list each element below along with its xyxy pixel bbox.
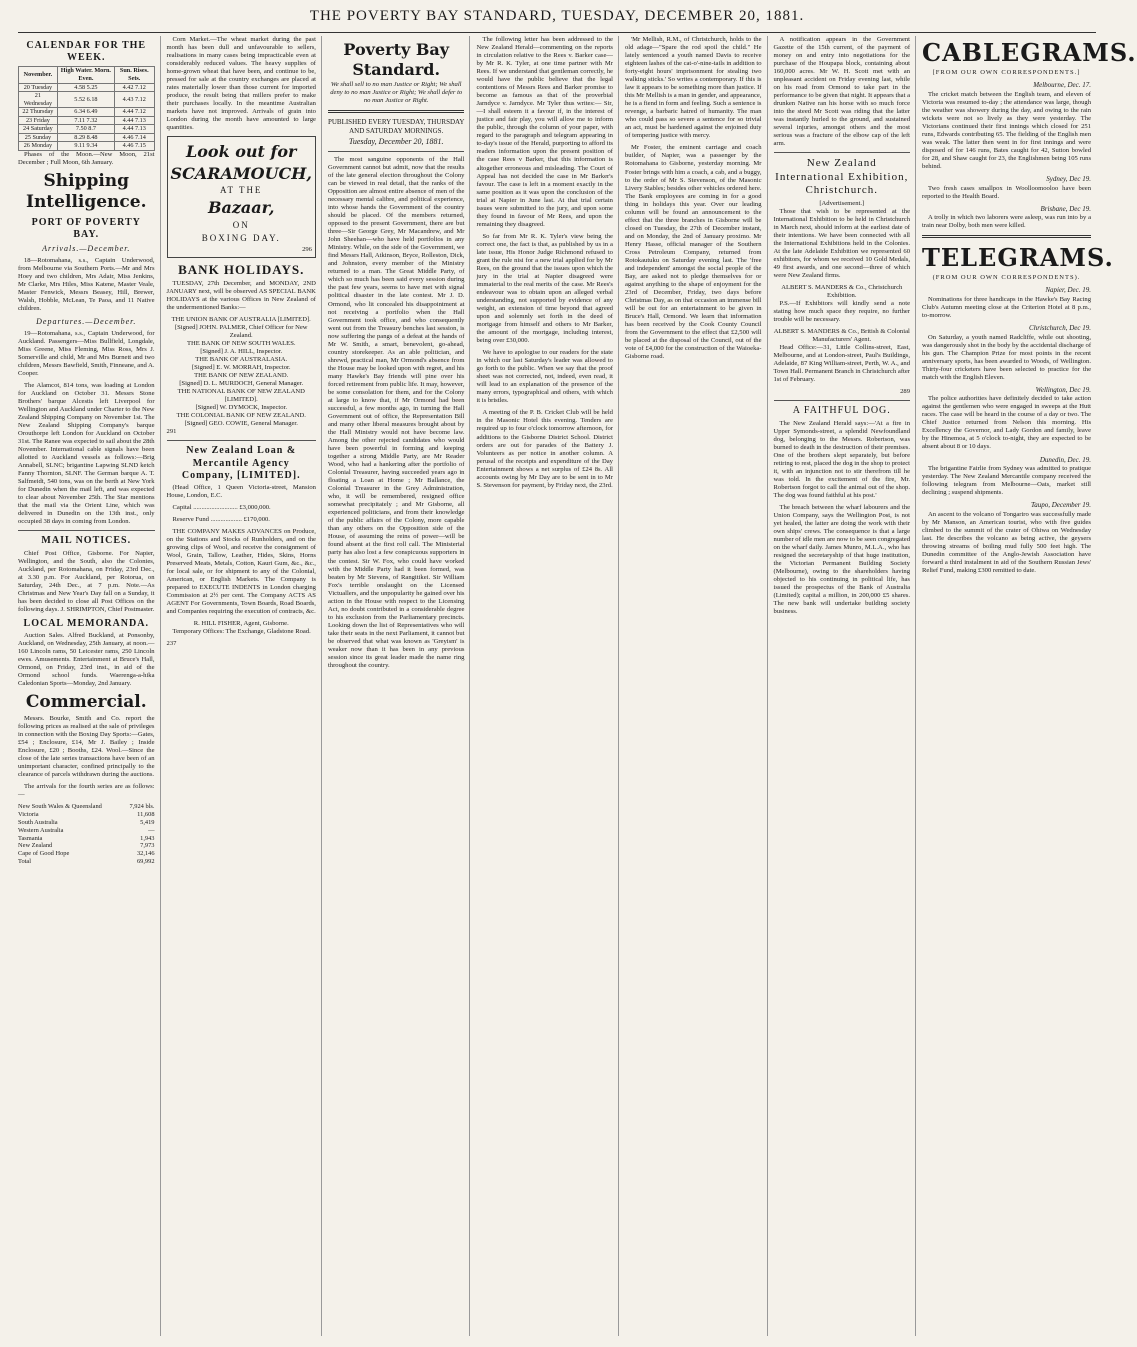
news-item: On Saturday, a youth named Radcliffe, while out shooting, was dangerously shot in the body by the accidental discharge of his gun. The Champion Prize for most points in the recent anniversary sports, has been awarded to Woods, of Wellington. Thirty-four cricketers have been selected to practice for the match with the English Eleven. <box>922 333 1092 381</box>
bank-name: THE BANK OF NEW ZEALAND. <box>194 372 289 380</box>
cell: 6.34 6.49 <box>57 108 114 117</box>
advertisement-label: [Advertisement.] <box>819 199 865 207</box>
cell: 4.44 7.12 <box>115 108 155 117</box>
telegrams-heading: TELEGRAMS. <box>922 243 1114 273</box>
table-row <box>19 125 155 134</box>
bank-signatory: [Signed] D. L. MURDOCH, General Manager. <box>179 380 304 388</box>
column-1 <box>18 36 161 1336</box>
calendar-table <box>18 66 155 151</box>
cell: 25 Sunday <box>19 133 58 142</box>
loan-office: (Head Office, 1 Queen Victoria-street, Mansion House, London, E.C. <box>166 483 316 499</box>
article-text: The following letter has been addressed to the New Zealand Herald—commenting on the reports in circulation relative to the Rees v. Barker case—by Mr R. K. Tyler, at one time partner with Mr Rees. If we understand that gentleman correctly, he would have the public believe that the legal contentions of Messrs Rees and Barker promise to become as famous as that of the proverbial Jarndyce v. Jarndyce. Mr Tyler thus writes:— Sir,—I shall esteem it a favour if, in the interest of justice and fair play, you will allow me to inform the public, through the column of your paper, with regard to the paragraph and telegram appearing in to-day's issue of the Herald, purporting to afford its readers information upon the present position of the case Rees v Barker, that this information is altogether erroneous and misleading. The Court of Appeal has not decided the case in Mr Barker's favour. The case is left in a moment exactly in the same position as it was upon the conclusion of the trial at Napier in June last. At that trial certain issues were submitted to the jury, and upon some they found in favour of Mr Rees, and upon the remaining they disagreed. <box>476 36 613 228</box>
exhibition-heading: New Zealand International Exhibition, Christchurch. <box>775 157 909 197</box>
arrivals-table-heading: The arrivals for the fourth series are as follows:— <box>18 783 155 799</box>
cell: 24 Saturday <box>19 125 58 134</box>
value: 7,973 <box>140 842 155 850</box>
dateline: Wellington, Dec 19. <box>1035 385 1092 394</box>
cell: 4.44 7.13 <box>115 125 155 134</box>
exhibition-signature: ALBERT S. MANDERS & Co., Christchurch Exhibition. <box>781 283 903 299</box>
value: — <box>148 826 155 834</box>
cell: 8.29 8.48 <box>57 133 114 142</box>
bank-signatory: [Signed] J. A. HILL, Inspector. <box>200 347 283 355</box>
column-6 <box>774 36 917 1336</box>
column-4 <box>476 36 619 1336</box>
commercial-text: Messrs. Bourke, Smith and Co. report the following prices as realised at the sale of privileges in connection with the Boxing Day Sports:—Gates, £54 ; Enclosure, £14, Mr J. Bailey ; Inside Enclosure, £20 ; Booths, £24. Wool.—Since the close of the late series transactions have been of an unimportant character, confined principally to the clearance of parcels withdrawn during the auctions. <box>18 714 155 779</box>
dateline: Melbourne, Dec. 17. <box>1033 81 1092 90</box>
cell: 4.42 7.12 <box>115 83 155 92</box>
column-7 <box>922 36 1137 1336</box>
label: New Zealand <box>18 842 53 850</box>
bank-name: THE BANK OF AUSTRALASIA. <box>195 356 288 363</box>
article-text: Mr Foster, the eminent carriage and coach builder, of Napier, was a passenger by the Rotomahana to Gisborne, yesterday morning. Mr Foster brings with him a coach, a cab, and a buggy, to the order of Mr S. Stevenson, of the Masonic Livery Stables; besides other vehicles ordered here. The Bank employees are coming in for a good thing in holidays this year. Over our leading column will be found an announcement to the effect that the three branches in Gisborne will be closed on Tuesday, the 27th of December instant, and on Monday, the 2nd of January proximo. Mr Henry Hasse, official manager of the Southern Cross Petroleum Company, returned from Rotokautuku on Saturday evening last. The 'free and independent' amongst the social people of the Bay, are asked not to pledge themselves for or against anything to the shape of enjoyment for the 23rd of December, Friday, two days before Christmas Day, as on that occasion an immense bill will be out for an entertainment to be given in Bruce's Hall, Ormond. We learn that information has been received by the Cook County Council from the Government to the effect that £2,500 will be placed at the disposal of the Council, out of the vote of £4,000 for the construction of the Waioeka-Gisborne road. <box>624 144 762 361</box>
telegrams-subheading: (FROM OUR OWN CORRESPONDENTS). <box>932 274 1081 282</box>
news-item: The brigantine Fairlie from Sydney was admitted to pratique yesterday. The New Zealand Mercantile company received the following telegram from Melbourne—Oats, market still declining ; suspend shipments. <box>922 465 1092 497</box>
bank-entry <box>167 340 316 356</box>
arrivals-text: 18—Rotomahana, s.s., Captain Underwood, from Melbourne via Southern Ports.—Mr and Mrs Hoey and two children, Mrs Adair, Miss Jenkins, Mr Clarke, Mrs Hiles, Miss Katene, Master Veale, Master Fenwick, Messrs Beasey, Hill, Brewer, Walsh, Hobble, McLean, Te Paoa, and 11 Native children. <box>18 256 155 312</box>
arrivals-heading: Arrivals.—December. <box>42 243 131 253</box>
cell: 26 Monday <box>19 142 58 151</box>
article-text: We have to apologise to our readers for the state in which our last Saturday's leader was allowed to go forth to the public. When we say that the proof sheet was not corrected, not, indeed, even read, it will lead to an explanation of the presence of the many errors, typographical and others, with which it is bristles. <box>476 349 613 405</box>
label: Cape of Good Hope <box>18 850 70 858</box>
value: 1,943 <box>140 834 155 842</box>
cell: 4.43 7.12 <box>115 92 155 108</box>
exhibition-ps: P.S.—If Exhibitors will kindly send a note stating how much space they require, no further trouble will be necessary. <box>773 300 911 324</box>
list-item <box>18 803 155 811</box>
dateline: Christchurch, Dec 19. <box>1029 324 1092 333</box>
news-item: The cricket match between the English team, and eleven of Victoria was resumed to-day ; the attendance was large, though the weather was showery during the day, and owing to the rain wickets were not so lively as they were yesterday. The Victorians continued their first innings which closed for 251 runs, Edwards contributing 65. The fielding of the English men was weak. The latter then went in for first innings and were disposed of for 146 runs, Bates caught for 42, Sutton bowled for 28, and Shaw caught for 23, the Englishmen being 105 runs behind. <box>922 90 1092 170</box>
exhibition-signature: ALBERT S. MANDERS & Co., British & Colonial Manufacturers' Agent. <box>773 328 910 344</box>
article-text: A meeting of the P. B. Cricket Club will be held in the Masonic Hotel this evening. Tenders are required up to four o'clock tomorrow afternoon, for additions to the Gisborne District School. District orders are out for parades of the Battery J. Volunteers as per notice in another column. A perusal of the receipts and expenditure of the Day Entertainment shows a net surplus of £24 8s. All accounts owing by Mr Day are to be sent in to Mr S. Stevenson for payment, by Friday next, the 23rd. <box>476 409 613 489</box>
bank-name: THE COLONIAL BANK OF NEW ZEALAND. <box>176 412 306 420</box>
loan-signature: R. HILL FISHER, Agent, Gisborne. <box>193 620 289 628</box>
bank-signatory: [Signed] W. DYMOCK, Inspector. <box>195 404 288 412</box>
ad-number: 296 <box>302 245 312 253</box>
ad-number: 289 <box>900 388 911 396</box>
dateline: Napier, Dec. 19. <box>1045 286 1092 295</box>
table-row <box>19 116 155 125</box>
shipping-heading: Shipping Intelligence. <box>26 171 147 212</box>
bank-name: THE UNION BANK OF AUSTRALIA [LIMITED]. <box>171 315 311 323</box>
commercial-heading: Commercial. <box>25 692 147 713</box>
article-text: So far from Mr R. K. Tyler's view being the correct one, the fact is that, as published by us in a late issue, His Honor Judge Richmond refused to grant the rule nisi for a new trial applied for by Mr Rees, on the ground that the issues upon which the jury in the trial at Napier disagreed were immaterial to the real merits of the case. Mr Rees's endeavour was to obtain upon an alleged verbal understanding, not supported by evidence of any weight, an extension of time beyond that agreed upon and solemnly set forth in the deed of mortgage from himself and others to Mr Barker, the amount of the mortgage, including interest, being over £30,000. <box>476 232 613 345</box>
bank-entry <box>167 412 316 428</box>
mail-heading: MAIL NOTICES. <box>41 535 132 547</box>
label: New South Wales & Queensland <box>18 803 102 811</box>
list-item <box>18 819 155 827</box>
calendar-title: CALENDAR FOR THE WEEK. <box>26 40 147 64</box>
table-row <box>19 133 155 142</box>
bank-entry <box>167 388 316 412</box>
cell: 23 Friday <box>19 116 58 125</box>
ad-line: Look out for <box>185 142 297 162</box>
column-2 <box>167 36 322 1336</box>
bank-entry <box>167 356 316 372</box>
calendar-header: November. <box>19 67 58 83</box>
ad-number: 237 <box>166 640 177 648</box>
list-item <box>18 842 155 850</box>
news-item: Nominations for three handicaps in the Hawke's Bay Racing Club's Autumn meeting close at the Criterion Hotel at 8 p.m., to-morrow. <box>922 295 1092 319</box>
exhibition-office: Head Office:—31, Little Collins-street, East, Melbourne, and at London-street, Paul's Buildings, Adelaide, 87 King William-street, Perth, W. A., and Town Hall. Permanent Branch in Christchurch after 1st of February. <box>773 344 911 384</box>
article-text: 'Mr Mellish, R.M., of Christchurch, holds to the old adage—"Spare the rod spoil the child." He lately sentenced a youth named Davis to receive eighteen lashes of the cat-o'-nine-tails in addition to forty-eight hours' imprisonment for stealing two walking sticks.' So writes a contemporary. If this is law it appears to be something more than justice. If this Mr Mellish is a man in gender, and appearance, he is a fiend in form and feeling. Such a sentence is revenge, a barbaric hatred of humanity. The man who could pass so severe a sentence for so trivial an act, must be hardened against the enjoined duty of tempering justice with mercy. <box>624 36 762 140</box>
cell: 4.58 5.25 <box>57 83 114 92</box>
label: Victoria <box>18 811 39 819</box>
label: Western Australia <box>18 826 64 834</box>
label: Tasmania <box>18 834 43 842</box>
bank-signatory: [Signed] E. W. MORRAH, Inspector. <box>191 364 291 372</box>
cell: 4.46 7.15 <box>115 142 155 151</box>
loan-company-heading: New Zealand Loan & Mercantile Agency Company, [LIMITED]. <box>181 445 301 481</box>
local-heading: LOCAL MEMORANDA. <box>23 617 149 629</box>
list-item <box>18 850 155 858</box>
published-line: PUBLISHED EVERY TUESDAY, THURSDAY AND SATURDAY MORNINGS. <box>327 118 465 135</box>
cell: 4.44 7.13 <box>115 116 155 125</box>
news-item: Two fresh cases smallpox in Woolloomooloo have been reported to the Health Board. <box>922 184 1092 200</box>
value: 7,924 bls. <box>129 803 155 811</box>
exhibition-text: Those that wish to be represented at the International Exhibition to be held in Christchurch in March next, should inform at the earliest date of their intentions. We have been connected with all the International Exhibitions held in the Colonies. At the late Adelaide Exhibition we represented 60 exhibitors, for whom we received 10 Gold Medals, 49 first awards, and one second—three of which were New Zealand firms. <box>773 207 911 279</box>
cell: 21 Wednesday <box>19 92 58 108</box>
list-item <box>18 835 155 843</box>
article-text: The breach between the wharf labourers and the Union Company, says the Wellington Post, is not yet healed, the latter are doing the work with their own ships' crews. The consequence is that a large number of idle men are now to be seen congregated on the wharf daily. James Munro, M.L.A., who has resigned the secretaryship of that huge institution, the Victorian Permanent Building Society (Melbourne), owing to the shareholders having objected to his continuing in political life, has issued the prospectus of the Bank of Australia (Limited); capital a million, in 200,000 £5 shares. The new bank will undertake building society business. <box>773 503 911 616</box>
calendar-header: High Water. Morn. Even. <box>57 67 114 83</box>
cell: 7.50 8.7 <box>57 125 114 134</box>
list-item <box>18 827 155 835</box>
corn-market-text: Corn Market.—The wheat market during the past month has been dull and unfavourable to sellers, realisations in many cases being impracticable even at considerably reduced values. The heavy supplies of home-grown wheat that have been, and continue to be, pressed for sale at the country exchanges are placed at rates materially lower than those current for imported produce, the result being that millers prefer to make their purchases locally. In the meantime Australian markets have not improved. Arrivals of grain into London during the month have amounted to large quantities. <box>166 36 316 132</box>
cell: 5.52 6.18 <box>57 92 114 108</box>
loan-body: THE COMPANY MAKES ADVANCES on Produce, on the Stations and Stocks of Runholders, and on the growing clips of Wool, and receive the consignment of Wool, Grain, Tallow, Leather, Hides, Skins, Horns Preserved Meats, Metals, Cotton, Kauri Gum, &c., &c., for local sale, or for shipment to any of the Colonial, American, or English Markets. The Company is prepared to EXECUTE INDENTS in London charging Commission at 2½ per cent. The Company ACTS AS AGENT For Governments, Town Boards, Road Boards, and Companies requiring the execution of contracts, &c. <box>166 528 316 616</box>
value: 5,419 <box>140 818 155 826</box>
label: Total <box>18 857 32 865</box>
bank-holidays-text: TUESDAY, 27th December, and MONDAY, 2ND JANUARY next, will be observed AS SPECIAL BANK HOLIDAYS at the various Offices in New Zealand of the undermentioned Banks:— <box>166 279 316 311</box>
bank-name: THE BANK OF NEW SOUTH WALES. <box>186 339 296 347</box>
dateline: Brisbane, Dec 19. <box>1040 204 1092 213</box>
value: 11,608 <box>137 811 155 819</box>
news-item: A trolly in which two laborers were asleep, was run into by a train near Dolby, both men were killed. <box>922 214 1092 230</box>
news-item: An ascent to the volcano of Tongariro was successfully made by Mr Manson, an American tourist, who with five guides climbed to the summit of the crater of Ohiwa on Wednesday last. He describes the volcano as being active, the geysers throwing streams of boiling mud fully 500 feet high. The Dunedin committee of the Anglo-Jewish Association have forward a third instalment in aid of the Southern Russian Jews' Relief Fund, making £300 remitted to date. <box>922 510 1092 574</box>
dateline: Sydney, Dec 19. <box>1046 175 1092 184</box>
scaramouch-advert <box>167 136 316 257</box>
dog-text: The New Zealand Herald says:—'At a fire in Upper Symonds-street, a splendid Newfoundland dog, belonging to the Messrs. Robertson, was burned to death in the destruction of their premises. One of the brothers slept separately, but before retiring to rest, placed the dog in the shop to protect it, with an injunction not to stir therefrom till he was told. In the excitement of the fire, Mr. Robertson forgot to call the animal out of the shop. The dog was found faithful at his post.' <box>773 419 911 499</box>
dateline: Taupo, December 19. <box>1031 501 1092 510</box>
cablegrams-subheading: [FROM OUR OWN CORRESPONDENTS.] <box>932 69 1081 77</box>
table-row <box>19 108 155 117</box>
ad-line: BOXING DAY. <box>201 232 281 243</box>
label: South Australia <box>18 818 58 826</box>
issue-date: Tuesday, December 20, 1881. <box>348 137 444 147</box>
bank-holidays-heading: BANK HOLIDAYS. <box>178 261 305 277</box>
news-item: The police authorities have definitely decided to take action against the gentlemen who were engaged in sweeps at the Hutt races. The case will be heard in the course of a day or two. The Chief Justice returned from Nelson this morning. His Excellency the Governor, and Lady Gordon and family, leave by the Hinemoa, at 5 o'clock to-night, they are expected to be absent about 8 or 10 days. <box>922 395 1092 451</box>
cell: 7.11 7.32 <box>57 116 114 125</box>
bank-signatory: [Signed] JOHN. PALMER, Chief Officer for New Zealand. <box>174 323 308 339</box>
cablegrams-heading: CABLEGRAMS. <box>922 38 1137 67</box>
newspaper-masthead: THE POVERTY BAY STANDARD, TUESDAY, DECEMBER 20, 1881. <box>18 8 1096 33</box>
port-heading: PORT OF POVERTY BAY. <box>31 216 141 240</box>
bank-entry <box>167 316 316 340</box>
column-5 <box>625 36 768 1336</box>
loan-reserve: Reserve Fund ................... £170,000. <box>172 515 270 523</box>
table-row <box>19 142 155 151</box>
moon-phases: Phases of the Moon.—New Moon, 21st December ; Full Moon, 6th January. <box>18 151 155 167</box>
ad-line: ON <box>232 219 250 230</box>
departures-heading: Departures.—December. <box>36 316 137 326</box>
departures-text: 19—Rotomahana, s.s., Captain Underwood, for Auckland. Passengers—Miss Bullfield, Longdale, Miss Greene, Miss Fleming, Miss Ross, Mrs J. Somerville and child, Mr and Mrs Burnett and two children, Messrs Bawfield, Smith, Finneane, and A. Cooper. <box>18 329 155 377</box>
cell: 22 Thursday <box>19 108 58 117</box>
cell: 20 Tuesday <box>19 83 58 92</box>
bank-signatory: [Signed] GEO. COWIE, General Manager. <box>184 420 298 428</box>
loan-capital: Capital ........................... £3,000,000. <box>172 503 271 511</box>
cell: 4.46 7.14 <box>115 133 155 142</box>
dateline: Dunedin, Dec. 19. <box>1039 455 1092 464</box>
cell: 9.11 9.34 <box>57 142 114 151</box>
paper-title: Poverty Bay Standard. <box>343 40 450 79</box>
ad-line: SCARAMOUCH, <box>170 163 312 183</box>
ad-number: 291 <box>166 428 177 436</box>
bank-entry <box>167 372 316 388</box>
loan-footer: Temporary Offices: The Exchange, Gladstone Road. <box>172 628 311 636</box>
value: 69,992 <box>136 857 155 865</box>
column-3 <box>328 36 471 1336</box>
table-row <box>19 92 155 108</box>
article-text: A notification appears in the Government Gazette of the 15th current, of the payment of money on and entry into negotiations for the purchase of the Houpapa block, containing about 160,000 acres. Mr W. H. Scott met with an unpleasant accident on Friday evening last, while on his road from Ormond to take part in the performance to be given that night. It appears that a drunken Native ran his horse with so much force into the steed Mr Scott was riding that the latter was instantly hurled to the ground, and sustained several injuries, amongst others and the most serious was a fracture of the elbow cap of the left arm. <box>773 36 911 148</box>
shipping-body: The Alamcot, 814 tons, was loading at London for Auckland on October 31. Messrs Stone Brothers' barque Alcestis left Liverpool for Wellington and Auckland under Charter to the New Zealand Shipping Company on November 1st. The New Zealand Shipping Company's barque Orouthorpe left London for Auckland on October 31st. The Ranee was expected to sail about the 28th November. International cable signals have been allotted to Auckland vessels as follows:—Brig Annabell, SLNC; brigantine Lapwing SLND ketch Fanny Thornton, SLNF. The German barque A. T. Salfmeidt, 540 tons, was on the berth at New York for Dunedin when the mail left, and was expected to clear about November 25th. The Star mentions that the mail via the Orient Line, which was delivered in Dunedin on the 13th inst., only occupied 38 days in coming from London. <box>18 381 155 526</box>
ad-line: AT THE <box>220 185 263 196</box>
table-row <box>19 83 155 92</box>
newspaper-page <box>18 36 1137 1336</box>
local-text: Auction Sales. Alfred Buckland, at Ponsonby, Auckland, on Wednesday, 25th January, at noon.—160 Lincoln rams, 50 Leicester rams, 250 Lincoln ewes. Amusements. Entertainment at Bruce's Hall, Ormond, on Friday, 23rd inst., in aid of the Ormond school funds. Waerenga-a-hika Caledonian Sports—Monday, 2nd January. <box>18 632 155 688</box>
ad-line: Bazaar, <box>207 198 275 218</box>
dog-heading: A FAITHFUL DOG. <box>792 405 891 417</box>
bank-name: THE NATIONAL BANK OF NEW ZEALAND [LIMITED]. <box>177 388 305 404</box>
list-item <box>18 811 155 819</box>
list-item <box>18 858 155 866</box>
editorial-text: The most sanguine opponents of the Hall Government cannot but admit, now that the results of the late general election throughout the Colony can be viewed in real detail, that the ranks of the Opposition are almost entire absence of men of the necessary mental calibre, and political experience, into whose hands the Government of the country should be placed. Of the members returned, opposed to the present Government, there are but three—Sir George Grey, Mr Macandrew, and Mr John Sheehan—who have held portfolios in any Ministry. While, on the side of the Government, we find Messrs Hall, Atkinson, Bryce, Rolleston, Dick, and Johnston, every member of the Ministry returned to a man. The Great Middle Party, of which so much has been said every session during the past few years, seems to have met with signal political disaster in the late contest. Mr J. D. Ormond, who lit concealed his disappointment at not receiving a portfolio when the Hall Government took office, and who consequently went out from the Treasury benches last session, is now suffering the pangs of a defeat at the hands of Mr W. Smith, a smart, benevolent, go-ahead, country storekeeper. As an able politician, and shrewd, practical man, Mr Ormond's absence from the House may be looked upon with regret, and his many Hawke's Bay friends will pine over his forced retirement from public life. It may, however, be some consolation for them, and for the Colony at large to know that, if Mr Ormond had been successful, a few months ago, in turning the Hall Government out of office, the Representation Bill and many other liberal measures brought about by the Hall Ministry would not have become law. Among the other rejected candidates who would have been powerful in forming and keeping together a strong Middle Party, are Mr Reader Wood, who had a hankering after the portfolio of Colonial Treasurer, having succeeded years ago in floating a Loan at Home ; Mr Ballance, the Colonial Treasurer in the Grey Administration, who, it will be remembered, resigned office somewhat precipitately ; and Mr Gisborne, all experienced politicians, and from their knowledge of the public affairs of the Colony, more capable than any others on the Opposition side of the House, of assuming the reins of power—will be found absent at the first roll call. The Ministerial party has also lost a few conspicuous supporters in the contest. Sir W. Fox, who could have worked with the Middle Party had it been formed, was beaten by Mr Stevens, of Rangitikei. Sir William Fox's terrible onslaught on the Licensed Victuallers, and the unpopularity he gained over his action in the House with respect to the Licensing Act, no doubt contributed in a considerable degree to his exclusion from the Parliamentary precincts. Looking down the list of Representatives who will take their seats in the next Parliament, it cannot but be observed that what was known as 'Greyism' is weaker now than it has been in any previous session since its great leader made the name ring throughout the country. <box>327 155 465 669</box>
value: 32,146 <box>136 850 155 858</box>
paper-motto: We shall sell to no man Justice or Right; We shall deny to no man Justice or Right; We shall defer to no man Justice or Right. <box>330 81 463 105</box>
calendar-header: Sun. Rises. Sets. <box>115 67 155 83</box>
mail-text: Chief Post Office, Gisborne. For Napier, Wellington, and the South, also the Colonies, Auckland, per Rotomahana, on Friday, 23rd Dec., at 3.30 p.m. For Auckland, per Rotorua, on Saturday, 24th Dec., at 7 p.m. Note.—As Christmas and New Year's Day fall on a Sunday, it has been decided to close all Post Offices on the following days. J. SHRIMPTON, Chief Postmaster. <box>18 549 155 613</box>
